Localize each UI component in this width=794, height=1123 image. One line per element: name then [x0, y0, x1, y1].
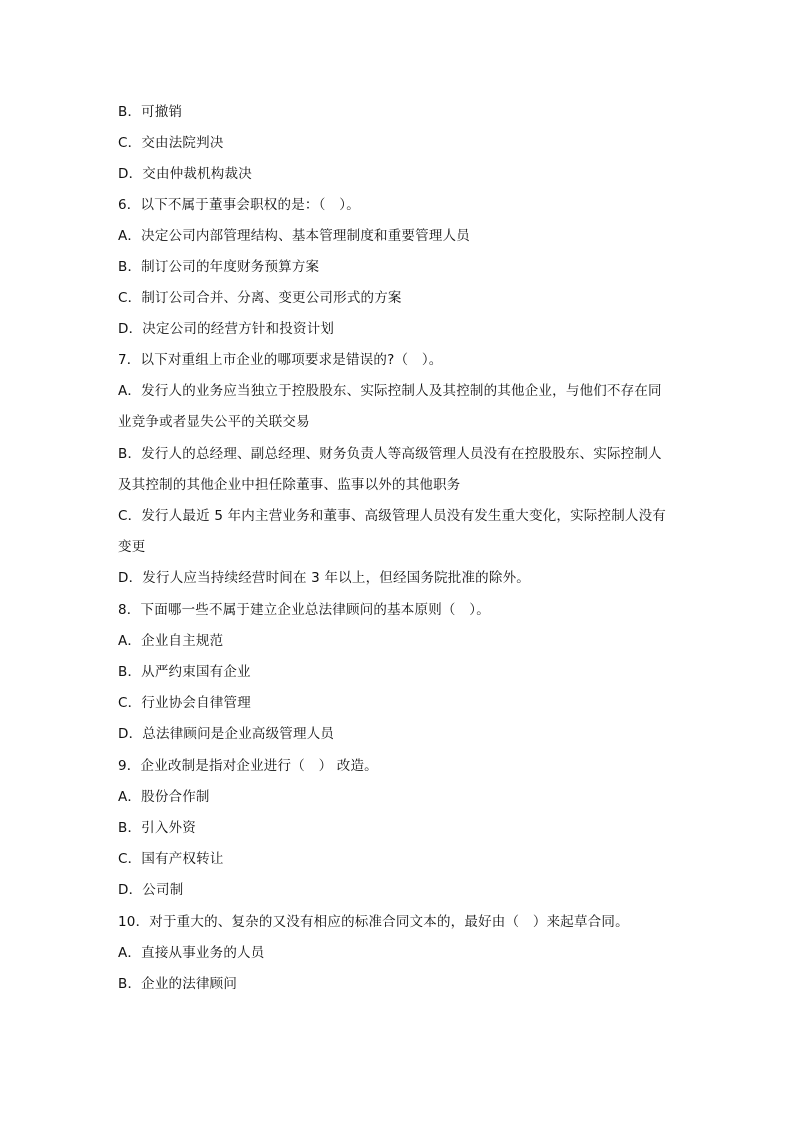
text-line: A．发行人的业务应当独立于控股股东、实际控制人及其控制的其他企业，与他们不存在同	[118, 383, 662, 399]
text-line: 9．企业改制是指对企业进行（ ） 改造。	[118, 758, 378, 774]
text-line: A．企业自主规范	[118, 633, 224, 649]
text-line: B．发行人的总经理、副总经理、财务负责人等高级管理人员没有在控股股东、实际控制人	[118, 446, 662, 462]
text-line: C．国有产权转让	[118, 851, 224, 867]
text-line: B．从严约束国有企业	[118, 664, 251, 680]
text-line: 业竞争或者显失公平的关联交易	[118, 414, 310, 430]
text-line: B．可撤销	[118, 104, 183, 120]
text-line: 10．对于重大的、复杂的又没有相应的标准合同文本的，最好由（ ）来起草合同。	[118, 914, 629, 930]
text-line: D．发行人应当持续经营时间在 3 年以上，但经国务院批准的除外。	[118, 570, 530, 586]
text-line: B．引入外资	[118, 820, 196, 836]
text-line: A．直接从事业务的人员	[118, 945, 265, 961]
text-line: D．交由仲裁机构裁决	[118, 166, 252, 182]
text-line: C．制订公司合并、分离、变更公司形式的方案	[118, 290, 402, 306]
text-line: C．交由法院判决	[118, 135, 224, 151]
text-line: D．决定公司的经营方针和投资计划	[118, 321, 335, 337]
text-line: 6．以下不属于董事会职权的是：（ ）。	[118, 197, 360, 213]
text-line: D．总法律顾问是企业高级管理人员	[118, 726, 335, 742]
text-line: C．发行人最近 5 年内主营业务和董事、高级管理人员没有发生重大变化，实际控制人没有	[118, 508, 666, 524]
text-line: B．企业的法律顾问	[118, 976, 238, 992]
text-line: D．公司制	[118, 882, 184, 898]
text-line: B．制订公司的年度财务预算方案	[118, 259, 320, 275]
text-line: 及其控制的其他企业中担任除董事、监事以外的其他职务	[118, 477, 461, 493]
text-line: 8．下面哪一些不属于建立企业总法律顾问的基本原则（ ）。	[118, 602, 490, 618]
text-line: 7．以下对重组上市企业的哪项要求是错误的?（ ）。	[118, 352, 443, 368]
text-line: 变更	[118, 539, 146, 555]
text-line: C．行业协会自律管理	[118, 695, 251, 711]
text-line: A．股份合作制	[118, 789, 210, 805]
text-line: A．决定公司内部管理结构、基本管理制度和重要管理人员	[118, 228, 470, 244]
